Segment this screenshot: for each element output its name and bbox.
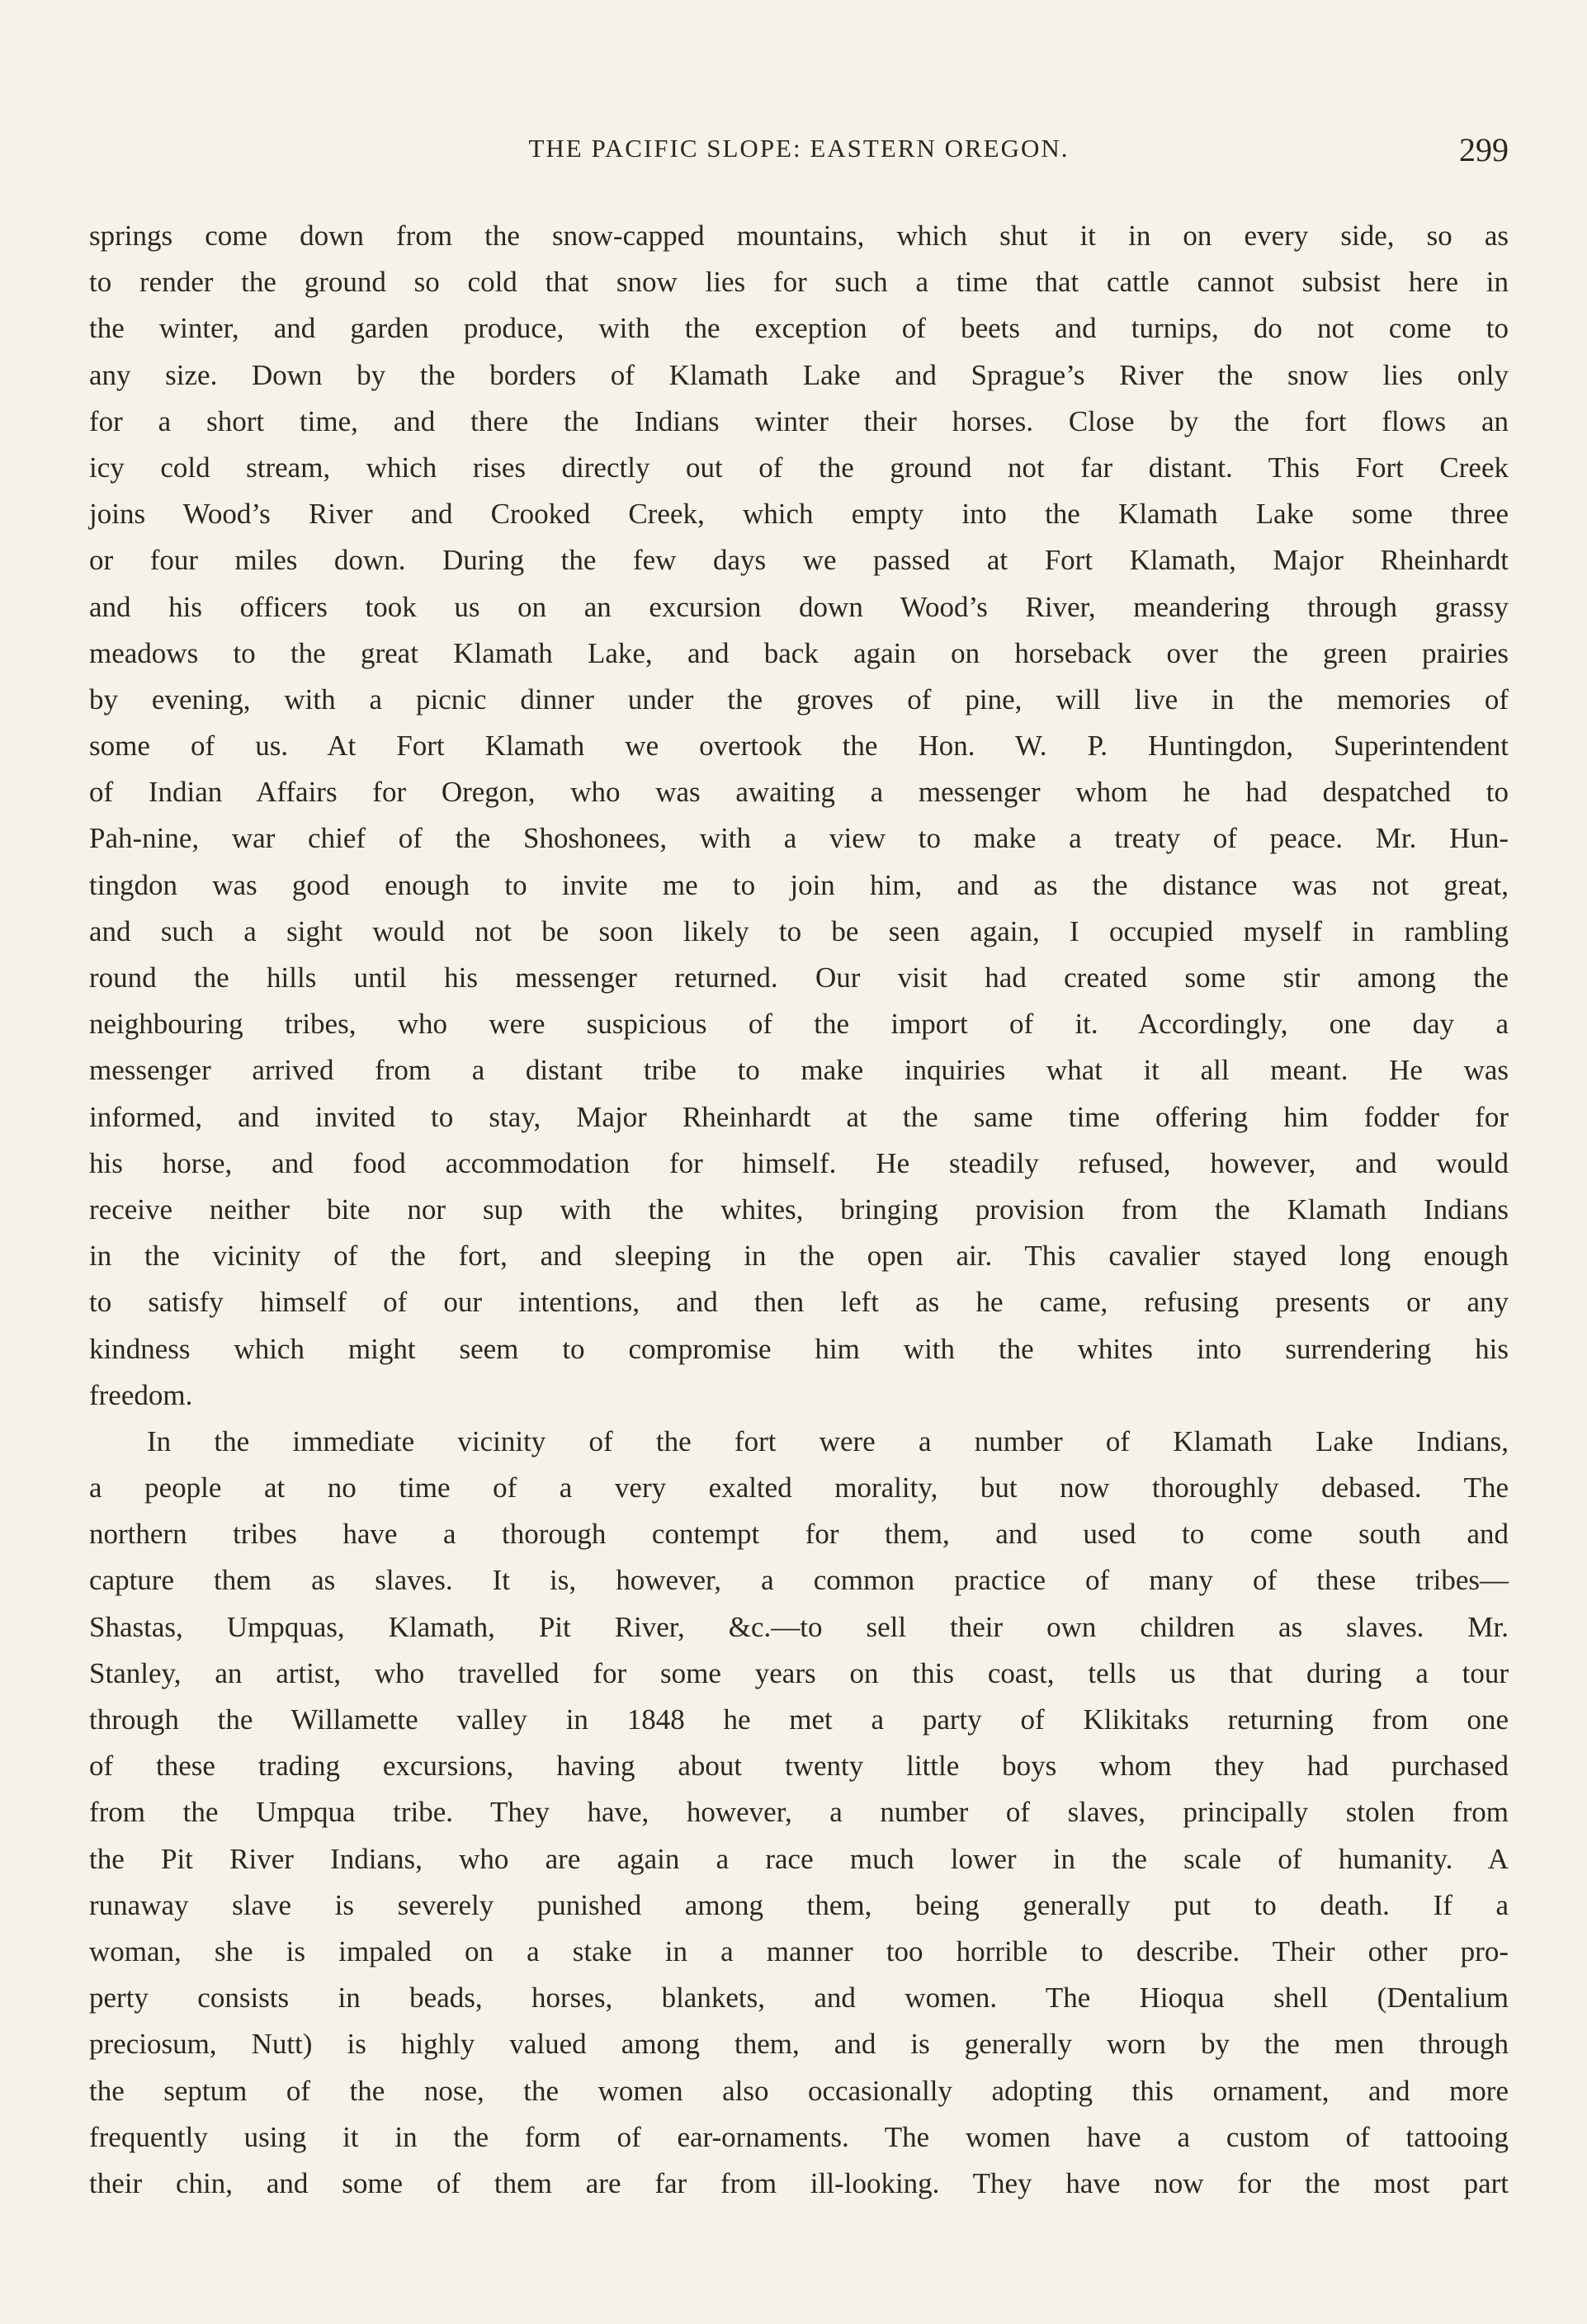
text-line: to render the ground so cold that snow lies for such a time that cattle cannot subsist here in: [89, 266, 1509, 299]
text-line: Shastas, Umpquas, Klamath, Pit River, &c.—to sell their own children as slaves. Mr.: [89, 1610, 1509, 1643]
text-line: or four miles down. During the few days we passed at Fort Klamath, Major Rheinhardt: [89, 544, 1509, 577]
text-line: meadows to the great Klamath Lake, and back again on horseback over the green prairies: [89, 636, 1509, 669]
text-line: Pah-nine, war chief of the Shoshonees, with a view to make a treaty of peace. Mr. Hun-: [89, 822, 1509, 855]
text-line: to satisfy himself of our intentions, and then left as he came, refusing presents or any: [89, 1286, 1509, 1319]
text-line: kindness which might seem to compromise him with the whites into surrendering his: [89, 1332, 1509, 1365]
text-line: for a short time, and there the Indians winter their horses. Close by the fort flows an: [89, 404, 1509, 437]
text-line: from the Umpqua tribe. They have, however, a number of slaves, principally stolen from: [89, 1796, 1509, 1829]
running-head: [89, 130, 1509, 180]
text-line: informed, and invited to stay, Major Rheinhardt at the same time offering him fodder for: [89, 1100, 1509, 1133]
text-line: frequently using it in the form of ear-ornaments. The women have a custom of tattooing: [89, 2120, 1509, 2153]
text-line: receive neither bite nor sup with the whites, bringing provision from the Klamath Indians: [89, 1193, 1509, 1226]
text-line: their chin, and some of them are far from ill-looking. They have now for the most part: [89, 2166, 1509, 2199]
text-line: preciosum, Nutt) is highly valued among them, and is generally worn by the men through: [89, 2028, 1509, 2061]
text-line: any size. Down by the borders of Klamath Lake and Sprague’s River the snow lies only: [89, 358, 1509, 391]
text-line: springs come down from the snow-capped mountains, which shut it in on every side, so as: [89, 220, 1509, 252]
text-line: neighbouring tribes, who were suspicious of the import of it. Accordingly, one day a: [89, 1008, 1509, 1041]
text-line: by evening, with a picnic dinner under the groves of pine, will live in the memories of: [89, 683, 1509, 716]
paragraph: [89, 1419, 1509, 2207]
text-line: tingdon was good enough to invite me to join him, and as the distance was not great,: [89, 868, 1509, 901]
text-line: the Pit River Indians, who are again a race much lower in the scale of humanity. A: [89, 1842, 1509, 1875]
text-line: in the vicinity of the fort, and sleeping in the open air. This cavalier stayed long enough: [89, 1240, 1509, 1273]
text-line: round the hills until his messenger returned. Our visit had created some stir among the: [89, 961, 1509, 994]
text-line: the winter, and garden produce, with the exception of beets and turnips, do not come to: [89, 312, 1509, 345]
text-line: his horse, and food accommodation for himself. He steadily refused, however, and would: [89, 1146, 1509, 1179]
text-line: capture them as slaves. It is, however, a common practice of many of these tribes—: [89, 1564, 1509, 1597]
text-line: joins Wood’s River and Crooked Creek, which empty into the Klamath Lake some three: [89, 498, 1509, 531]
text-line: through the Willamette valley in 1848 he met a party of Klikitaks returning from one: [89, 1703, 1509, 1736]
body-text: [89, 213, 1509, 2207]
text-line: icy cold stream, which rises directly out of the ground not far distant. This Fort Creek: [89, 451, 1509, 484]
paragraph: [89, 213, 1509, 1419]
text-line: messenger arrived from a distant tribe to make inquiries what it all meant. He was: [89, 1054, 1509, 1087]
text-line: some of us. At Fort Klamath we overtook the Hon. W. P. Huntingdon, Superintendent: [89, 730, 1509, 763]
text-line: of these trading excursions, having about twenty little boys whom they had purchased: [89, 1750, 1509, 1783]
text-line: and his officers took us on an excursion down Wood’s River, meandering through grassy: [89, 590, 1509, 623]
page-number: 299: [1459, 131, 1509, 168]
text-line: northern tribes have a thorough contempt for them, and used to come south and: [89, 1518, 1509, 1551]
text-line: freedom.: [89, 1378, 193, 1411]
text-line: perty consists in beads, horses, blankets, and women. The Hioqua shell (Dentalium: [89, 1982, 1509, 2015]
text-line: Stanley, an artist, who travelled for some years on this coast, tells us that during a tour: [89, 1656, 1509, 1689]
text-line: and such a sight would not be soon likely to be seen again, I occupied myself in rambling: [89, 914, 1509, 947]
text-line: In the immediate vicinity of the fort were a number of Klamath Lake Indians,: [147, 1424, 1509, 1457]
running-title: THE PACIFIC SLOPE: EASTERN OREGON.: [528, 134, 1070, 163]
text-line: runaway slave is severely punished among them, being generally put to death. If a: [89, 1888, 1509, 1921]
text-line: of Indian Affairs for Oregon, who was awaiting a messenger whom he had despatched to: [89, 776, 1509, 809]
text-line: woman, she is impaled on a stake in a manner too horrible to describe. Their other pro-: [89, 1934, 1509, 1967]
text-line: the septum of the nose, the women also occasionally adopting this ornament, and more: [89, 2074, 1509, 2107]
text-line: a people at no time of a very exalted morality, but now thoroughly debased. The: [89, 1471, 1509, 1504]
